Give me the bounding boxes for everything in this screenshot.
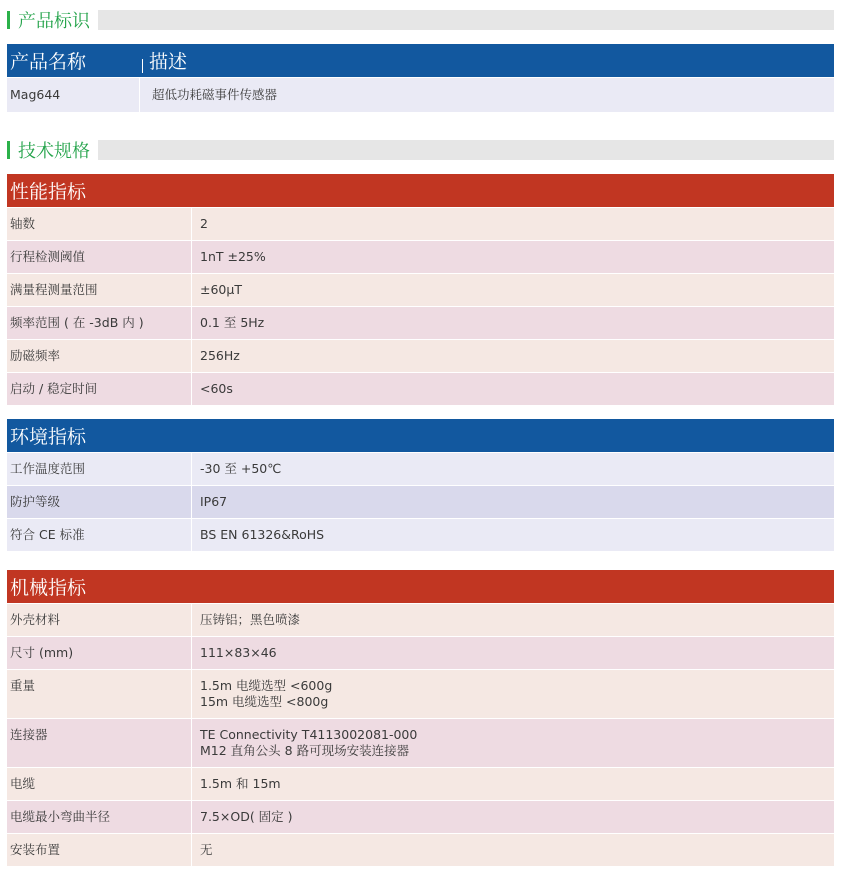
spec-value-line: 1.5m 电缆选型 <600g [200,678,333,693]
mechanical-title: 机械指标 [10,577,87,599]
table-row [7,207,834,240]
spec-label: 重量 [7,670,192,718]
spec-label: 工作温度范围 [7,453,192,485]
spec-value [192,719,834,767]
spec-value: <60s [200,381,233,396]
spec-label: 励磁频率 [7,340,192,372]
spec-value-line: TE Connectivity T4113002081-000 [200,727,418,742]
spec-label: 行程检测阈值 [7,241,192,273]
spec-label: 电缆最小弯曲半径 [7,801,192,833]
spec-value [192,670,834,718]
table-header [7,44,834,77]
spec-value-line: 15m 电缆选型 <800g [200,694,329,709]
spec-label: 轴数 [7,208,192,240]
table-row [7,372,834,405]
section-heading-identification [7,9,834,31]
table-row [7,669,834,718]
table-row [7,485,834,518]
table-row [7,77,834,112]
environment-header [7,419,834,452]
spec-label: 尺寸 (mm) [7,637,192,669]
spec-value: 无 [200,842,213,857]
spec-label: 外壳材料 [7,604,192,636]
spec-value: -30 至 +50℃ [200,461,282,476]
product-name-cell: Mag644 [7,78,140,112]
table-row [7,833,834,866]
spec-value: 0.1 至 5Hz [200,315,265,330]
section-title: 产品标识 [18,11,90,32]
spec-label: 电缆 [7,768,192,800]
spec-label: 防护等级 [7,486,192,518]
spec-value: 2 [200,216,208,231]
table-row [7,306,834,339]
heading-fill-bar [98,140,834,160]
product-description-cell: 超低功耗磁事件传感器 [152,87,278,102]
spec-value: 111×83×46 [200,645,277,660]
table-row [7,273,834,306]
section-heading-specs [7,139,834,161]
environment-table [7,419,834,551]
header-description: 描述 [149,51,188,73]
heading-fill-bar [98,10,834,30]
table-row [7,767,834,800]
table-row [7,603,834,636]
spec-label: 连接器 [7,719,192,767]
performance-table [7,174,834,405]
table-row [7,636,834,669]
heading-accent-bar [7,11,10,29]
spec-value: 7.5×OD( 固定 ) [200,809,293,824]
header-product-name: 产品名称 [10,51,87,73]
spec-value: 1.5m 和 15m [200,776,281,791]
spec-label: 安装布置 [7,834,192,866]
spec-label: 满量程测量范围 [7,274,192,306]
performance-header [7,174,834,207]
spec-label: 频率范围 ( 在 -3dB 内 ) [7,307,192,339]
spec-value: ±60µT [200,282,242,297]
identification-table [7,44,834,112]
table-row [7,240,834,273]
performance-title: 性能指标 [10,181,87,203]
table-row [7,800,834,833]
table-row [7,518,834,551]
spec-value-line: M12 直角公头 8 路可现场安装连接器 [200,743,410,758]
table-row [7,452,834,485]
spec-label: 启动 / 稳定时间 [7,373,192,405]
spec-value: BS EN 61326&RoHS [200,527,325,542]
mechanical-header [7,570,834,603]
mechanical-table [7,570,834,866]
table-row [7,718,834,767]
spec-value: 压铸铝；黑色喷漆 [200,612,301,627]
spec-value: 1nT ±25% [200,249,266,264]
section-title: 技术规格 [18,141,90,162]
spec-value: 256Hz [200,348,240,363]
environment-title: 环境指标 [10,426,87,448]
table-row [7,339,834,372]
spec-label: 符合 CE 标准 [7,519,192,551]
spec-value: IP67 [200,494,228,509]
heading-accent-bar [7,141,10,159]
